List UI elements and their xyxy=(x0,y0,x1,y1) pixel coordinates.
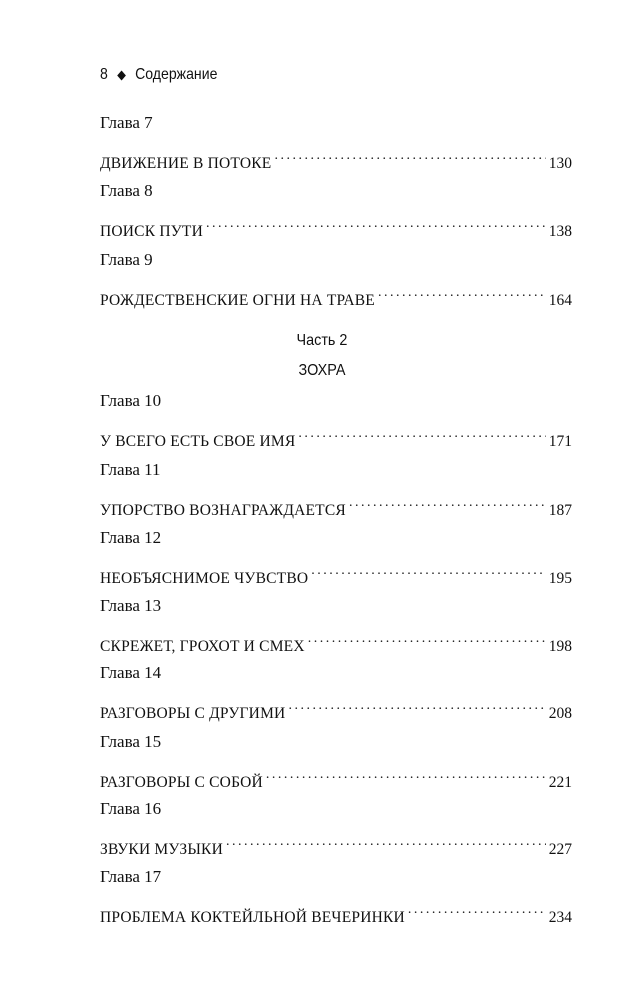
toc-entry-line xyxy=(100,763,572,791)
diamond-ornament-icon xyxy=(117,70,126,80)
dot-leader xyxy=(288,694,545,718)
dot-leader xyxy=(311,559,545,583)
chapter-title: У ВСЕГО ЕСТЬ СВОЕ ИМЯ xyxy=(100,433,296,450)
toc-entry xyxy=(100,731,572,791)
chapter-title: ПРОБЛЕМА КОКТЕЙЛЬНОЙ ВЕЧЕРИНКИ xyxy=(100,909,405,926)
toc-entry-line xyxy=(100,830,572,858)
dot-leader xyxy=(349,491,546,515)
chapter-label: Глава 16 xyxy=(100,799,162,818)
toc-entry-line xyxy=(100,491,572,519)
chapter-title: РАЗГОВОРЫ С СОБОЙ xyxy=(100,774,263,791)
chapter-title: УПОРСТВО ВОЗНАГРАЖДАЕТСЯ xyxy=(100,502,346,519)
chapter-page-number: 234 xyxy=(548,909,572,926)
chapter-page-number: 208 xyxy=(548,705,572,722)
toc-entry-line xyxy=(100,898,572,926)
toc-entry xyxy=(100,180,572,240)
chapter-title: РАЗГОВОРЫ С ДРУГИМИ xyxy=(100,705,286,722)
chapter-page-number: 221 xyxy=(548,774,572,791)
chapter-label: Глава 14 xyxy=(100,663,162,682)
toc-entry-line xyxy=(100,422,572,450)
page-number: 8 xyxy=(100,66,108,83)
chapter-label: Глава 17 xyxy=(100,867,162,886)
chapter-title: РОЖДЕСТВЕНСКИЕ ОГНИ НА ТРАВЕ xyxy=(100,292,375,309)
dot-leader xyxy=(408,898,546,922)
dot-leader xyxy=(274,144,545,168)
chapter-title: ЗВУКИ МУЗЫКИ xyxy=(100,841,223,858)
part-name: ЗОХРА xyxy=(298,362,346,379)
toc-entry xyxy=(100,662,572,722)
toc-entry-line xyxy=(100,627,572,655)
toc-entry-line xyxy=(100,212,572,240)
chapter-label: Глава 12 xyxy=(100,528,162,547)
toc-entry-line xyxy=(100,694,572,722)
toc-entry xyxy=(100,798,572,858)
section-title: Содержание xyxy=(135,66,218,83)
chapter-label: Глава 13 xyxy=(100,596,162,615)
chapter-label: Глава 9 xyxy=(100,250,153,269)
part-heading: Часть 2 xyxy=(296,332,348,349)
chapter-label: Глава 8 xyxy=(100,181,153,200)
chapter-page-number: 138 xyxy=(548,223,572,240)
toc-entry xyxy=(100,249,572,309)
toc-entry xyxy=(100,866,572,926)
dot-leader xyxy=(308,627,546,651)
toc-entry-line xyxy=(100,144,572,172)
toc-entry xyxy=(100,527,572,587)
toc-entry xyxy=(100,459,572,519)
dot-leader xyxy=(226,830,546,854)
chapter-page-number: 171 xyxy=(548,433,572,450)
chapter-title: ПОИСК ПУТИ xyxy=(100,223,203,240)
toc-entry xyxy=(100,112,572,172)
chapter-page-number: 130 xyxy=(548,155,572,172)
chapter-label: Глава 10 xyxy=(100,391,162,410)
chapter-label: Глава 7 xyxy=(100,113,153,132)
chapter-title: СКРЕЖЕТ, ГРОХОТ И СМЕХ xyxy=(100,638,305,655)
dot-leader xyxy=(298,422,545,446)
toc-entry xyxy=(100,595,572,655)
chapter-title: ДВИЖЕНИЕ В ПОТОКЕ xyxy=(100,155,272,172)
dot-leader xyxy=(378,281,546,305)
chapter-page-number: 227 xyxy=(548,841,572,858)
chapter-page-number: 195 xyxy=(548,570,572,587)
chapter-label: Глава 15 xyxy=(100,732,162,751)
chapter-page-number: 187 xyxy=(548,502,572,519)
chapter-page-number: 164 xyxy=(548,292,572,309)
chapter-label: Глава 11 xyxy=(100,460,161,479)
dot-leader xyxy=(206,212,546,236)
toc-entry-line xyxy=(100,281,572,309)
toc-entry xyxy=(100,390,572,450)
chapter-title: НЕОБЪЯСНИМОЕ ЧУВСТВО xyxy=(100,570,309,587)
chapter-page-number: 198 xyxy=(548,638,572,655)
toc-entry-line xyxy=(100,559,572,587)
running-head xyxy=(100,66,217,84)
dot-leader xyxy=(266,763,546,787)
